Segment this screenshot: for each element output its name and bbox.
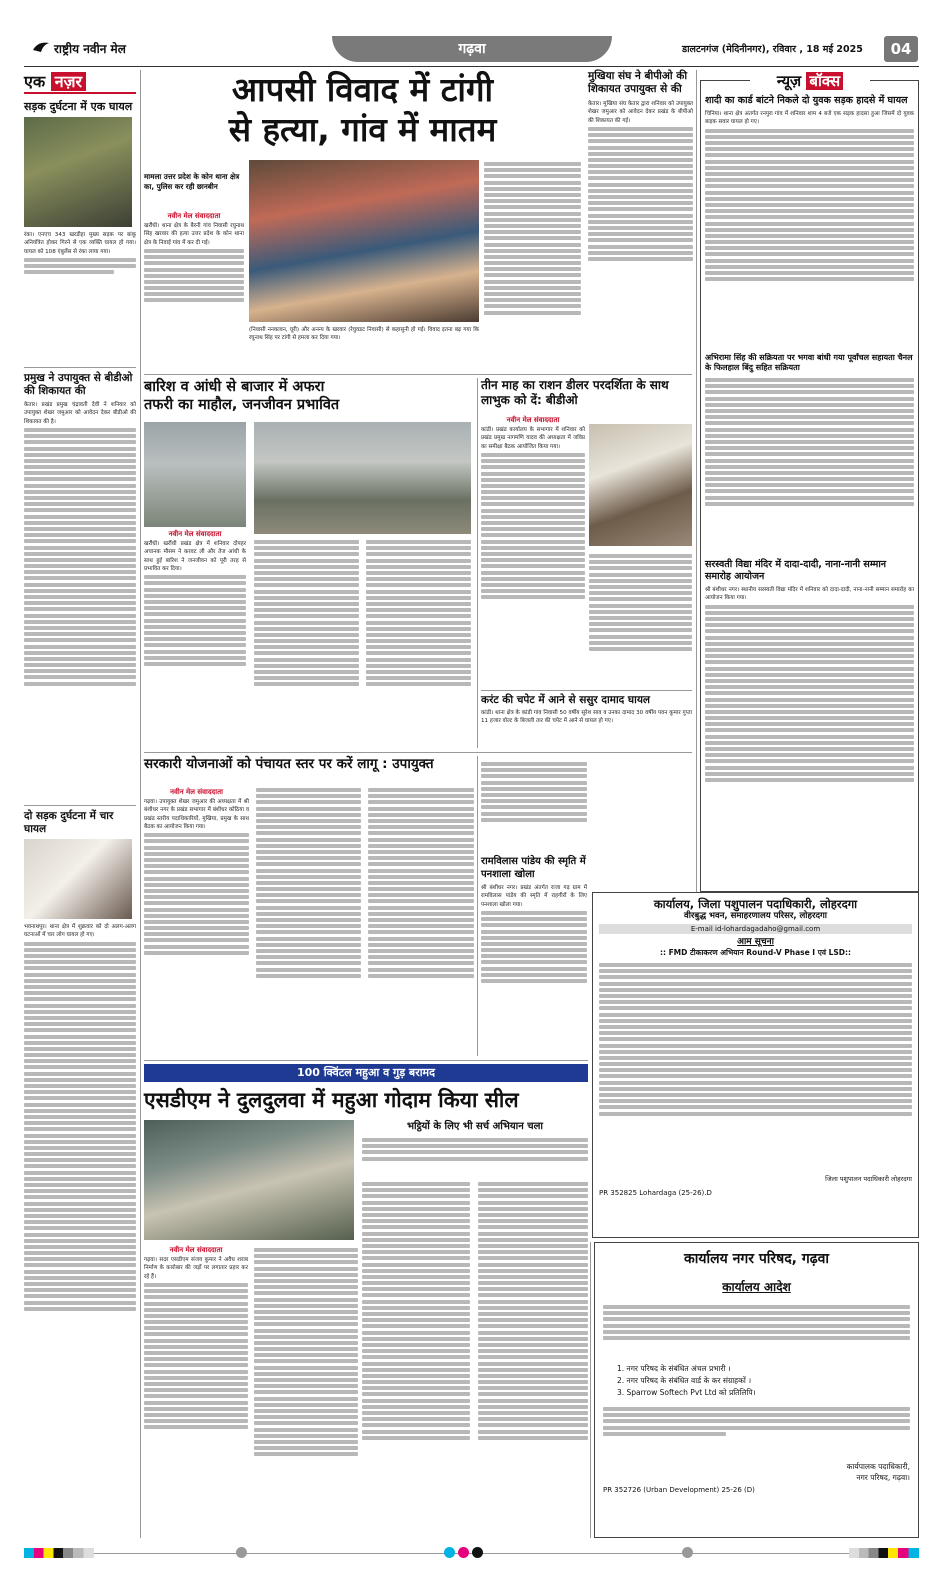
ek-nazar-title-part2: नज़र bbox=[51, 72, 86, 91]
brand-name: राष्ट्रीय नवीन मेल bbox=[54, 42, 126, 56]
nagar-parishad-pr-number: PR 352726 (Urban Development) 25-26 (D) bbox=[603, 1486, 755, 1494]
lead-photo-caption bbox=[249, 326, 479, 370]
news-box-text-lead: चिनिया। थाना क्षेत्र अंतर्गत रनपुरा गांव में शनिवार शाम 4 बजे एक सड़क हादसा हुआ जिसमें दो युवक बाइक सवार घायल हो गए। bbox=[705, 111, 914, 126]
ramvilas-headline: रामविलास पांडेय की स्मृति में पनशाला खोला bbox=[481, 856, 586, 880]
news-box bbox=[700, 72, 919, 892]
mahua-text-col4 bbox=[478, 1180, 588, 1538]
registration-mark-icon bbox=[444, 1547, 455, 1558]
pashupalan-signature: जिला पशुपालन पदाधिकारी लोहरदगा bbox=[825, 1175, 912, 1183]
yojana-text-col3 bbox=[368, 786, 474, 1056]
pashupalan-notice-title: आम सूचना bbox=[737, 937, 774, 947]
lead-text-col3 bbox=[484, 160, 581, 372]
brand-logo-icon bbox=[32, 39, 50, 53]
news-box-headline: शादी का कार्ड बांटने निकले दो युवक सड़क हादसे में घायल bbox=[705, 95, 908, 106]
mahua-text-lead: गढ़वा। सदर एसडीएम संजय कुमार ने अवैध शराब निर्माण के कारोबार की जड़ों पर लगातार प्रहार कर रहे हैं। bbox=[144, 1257, 248, 1280]
rain-text-col1 bbox=[144, 540, 246, 748]
ration-text-col2 bbox=[589, 552, 692, 686]
nagar-parishad-signature-1: कार्यपालक पदाधिकारी, bbox=[846, 1462, 910, 1471]
mahua-story bbox=[144, 1086, 588, 1538]
ration-headline: तीन माह का राशन डीलर परदर्शिता के साथ लाभुक को दें: बीडीओ bbox=[481, 378, 669, 407]
nagar-parishad-order-title: कार्यालय आदेश bbox=[722, 1280, 791, 1294]
injured-person-photo bbox=[24, 839, 132, 919]
lead-headline-line2: से हत्या, गांव में मातम bbox=[228, 110, 497, 149]
rain-road-photo bbox=[254, 422, 471, 534]
ek-nazar-title bbox=[24, 70, 136, 94]
news-box-title-part2: बॉक्स bbox=[806, 72, 843, 90]
nagar-parishad-body-2 bbox=[603, 1405, 910, 1461]
yojana-byline: नवीन मेल संवाददाता bbox=[170, 788, 223, 796]
news-box-text bbox=[705, 110, 914, 350]
rain-text-col2 bbox=[254, 538, 359, 748]
mukhiya-headline: मुखिया संघ ने बीपीओ की शिकायत उपायुक्त से की bbox=[588, 70, 688, 95]
lead-byline: नवीन मेल संवाददाता bbox=[167, 212, 221, 220]
rain-text-col3 bbox=[366, 538, 471, 748]
registration-mark-icon bbox=[682, 1547, 693, 1558]
mahua-subhead: भट्ठियों के लिए भी सर्च अभियान चला bbox=[406, 1121, 544, 1132]
footer-color-strip-left bbox=[24, 1548, 94, 1558]
mahua-text-col1 bbox=[144, 1256, 248, 1538]
mahua-text-col2 bbox=[254, 1246, 358, 1538]
ek-nazar-headline-1: सड़क दुर्घटना में एक घायल bbox=[24, 100, 133, 113]
pashupalan-body bbox=[599, 961, 912, 1173]
dateline: डालटनगंज (मेदिनीनगर), रविवार , 18 मई 2025 bbox=[682, 44, 863, 55]
masthead bbox=[24, 36, 919, 64]
yojana-text-col2 bbox=[256, 786, 361, 1056]
ek-nazar-text-1-lead: रंका। एनएच 343 खरडीहा मुख्य सड़क पर बांकू अनियंत्रित होकर गिरने से एक व्यक्ति घायल हो गया। घायल को 108 एंबुलेंस से रंका लाया गया। bbox=[24, 232, 136, 255]
nagar-parishad-ad bbox=[594, 1242, 919, 1538]
nagar-parishad-list-item-1: 1. नगर परिषद के संबंधित अंचल प्रभारी । bbox=[617, 1364, 731, 1373]
rain-storm-photo bbox=[144, 422, 246, 527]
mahua-text-col3 bbox=[362, 1180, 470, 1538]
mukhiya-story bbox=[588, 70, 693, 370]
pashupalan-email: E-mail id-lohardagadaho@gmail.com bbox=[599, 924, 912, 934]
ek-nazar-title-part1: एक bbox=[24, 72, 46, 91]
lead-kicker: मामला उत्तर प्रदेश के कोन थाना क्षेत्र का, पुलिस कर रही छानबीन bbox=[144, 172, 240, 191]
news-box-third-text-lead: श्री बंशीधर नगर। स्थानीय सरस्वती विद्या मंदिर में शनिवार को दादा-दादी, नाना-नानी सम्मान समारोह का आयोजन किया गया। bbox=[705, 587, 914, 602]
nagar-parishad-list bbox=[603, 1363, 910, 1399]
lead-text bbox=[144, 222, 244, 372]
registration-mark-icon bbox=[472, 1547, 483, 1558]
accident-photo-1 bbox=[24, 117, 132, 227]
mahua-intro bbox=[362, 1136, 588, 1176]
mahua-byline: नवीन मेल संवाददाता bbox=[169, 1246, 223, 1254]
ration-byline: नवीन मेल संवाददाता bbox=[506, 416, 560, 424]
news-box-title bbox=[750, 71, 870, 91]
pashupalan-ad bbox=[592, 892, 919, 1238]
footer-bar bbox=[24, 1546, 919, 1560]
section-title: गढ़वा bbox=[458, 41, 486, 57]
rain-headline-line2: तफरी का माहौल, जनजीवन प्रभावित bbox=[144, 397, 340, 413]
nagar-parishad-list-item-3: 3. Sparrow Softech Pvt Ltd को प्रतिलिपि। bbox=[617, 1388, 756, 1397]
ek-nazar-headline-2: प्रमुख ने उपायुक्त से बीडीओ की शिकायत की bbox=[24, 372, 133, 397]
ek-nazar-text-2 bbox=[24, 401, 136, 801]
ration-body bbox=[481, 416, 692, 686]
nagar-parishad-title: कार्यालय नगर परिषद, गढ़वा bbox=[683, 1251, 830, 1267]
yojana-text-col4 bbox=[481, 760, 587, 852]
ration-meeting-photo bbox=[589, 424, 692, 546]
news-box-second-text bbox=[705, 376, 914, 556]
nagar-parishad-body bbox=[603, 1303, 910, 1359]
rain-story bbox=[144, 378, 474, 748]
mahua-headline: एसडीएम ने दुलदुलवा में महुआ गोदाम किया सील bbox=[144, 1088, 519, 1112]
rain-headline-line1: बारिश व आंधी से बाजार में अफरा bbox=[144, 379, 325, 395]
pashupalan-notice-subtitle: :: FMD टीकाकरण अभियान Round-V Phase I एवं LSD:: bbox=[659, 948, 852, 957]
ek-nazar-headline-3: दो सड़क दुर्घटना में चार घायल bbox=[24, 810, 114, 835]
karant-text-lead: कांडी। थाना क्षेत्र के कांडी गांव निवासी 50 वर्षीय सुरेश साव व उनका दामाद 30 वर्षीय पवन कुमार गुप्ता 11 हजार वोल्ट के बिजली तार की चपेट में आने से घायल हो गए। bbox=[481, 710, 692, 725]
mahua-banner bbox=[144, 1064, 588, 1082]
pashupalan-pr-number: PR 352825 Lohardaga (25-26).D bbox=[599, 1189, 712, 1197]
karant-text bbox=[481, 709, 692, 749]
page-number: 04 bbox=[884, 36, 918, 62]
yojana-headline: सरकारी योजनाओं को पंचायत स्तर पर करें लागू : उपायुक्त bbox=[144, 756, 434, 772]
ek-nazar-text-3 bbox=[24, 923, 136, 1483]
mahua-seized-photo bbox=[144, 1120, 354, 1240]
karant-story bbox=[481, 694, 692, 752]
nagar-parishad-signature-2: नगर परिषद, गढ़वा। bbox=[856, 1473, 910, 1482]
ration-text-col1 bbox=[481, 426, 585, 686]
nagar-parishad-list-item-2: 2. नगर परिषद के संबंधित वार्ड के कर संग्राहकों । bbox=[617, 1376, 752, 1385]
mukhiya-text-lead: केतार। मुखिया संघ केतार द्वारा शनिवार को उपायुक्त शेखर जमुआर को आवेदन देकर प्रखंड के बीपीओ की शिकायत की गई। bbox=[588, 101, 693, 124]
lead-story bbox=[144, 70, 581, 370]
ramvilas-text bbox=[481, 884, 587, 1054]
ramvilas-story bbox=[481, 856, 587, 1056]
news-box-third-headline: सरस्वती विद्या मंदिर में दादा-दादी, नाना-नानी सम्मान समारोह आयोजन bbox=[705, 559, 887, 582]
footer-color-strip-right bbox=[849, 1548, 919, 1558]
ration-text-lead: कांडी। प्रखंड कार्यालय के सभागार में शनिवार को प्रखंड प्रमुख नागमणि यादव की अध्यक्षता में जविप्र का समीक्षा बैठक आयोजित किया गया। bbox=[481, 427, 585, 450]
ek-nazar-text-3-lead: भवनाथपुर। थाना क्षेत्र में शुक्रवार को दो अलग-अलग घटनाओं में चार लोग घायल हो गए। bbox=[24, 924, 136, 939]
rain-byline: नवीन मेल संवाददाता bbox=[168, 530, 222, 538]
news-box-third-text bbox=[705, 586, 914, 848]
section-tab bbox=[332, 36, 612, 62]
ek-nazar-column bbox=[24, 70, 136, 1538]
mahua-banner-text: 100 क्विंटल महुआ व गुड़ बरामद bbox=[297, 1066, 435, 1079]
yojana-text-lead: गढ़वा। उपायुक्त शेखर जमुआर की अध्यक्षता में श्री बंशीधर नगर के प्रखंड सभागार में बंशीधर कोठिया व प्रखंड स्तरीय पदाधिकारियों, मुखिया, प्रमुख के साथ बैठक का आयोजन किया गया। bbox=[144, 799, 249, 830]
registration-mark-icon bbox=[458, 1547, 469, 1558]
lead-headline-line1: आपसी विवाद में टांगी bbox=[231, 70, 494, 109]
yojana-text-col1 bbox=[144, 798, 249, 1056]
yojana-story bbox=[144, 756, 474, 1056]
news-box-second-headline: अभिरामा सिंह की सक्रियता पर भगवा बांधी गया पूर्वांचल सहायता चैनल के फिलहाल बिंदु सहित सक्रियता bbox=[705, 353, 913, 372]
ek-nazar-text-2-lead: केतार। प्रखंड प्रमुख चंद्रावती देवी ने शनिवार को उपायुक्त शेखर जमुआर को आवेदन देकर बीडीओ की शिकायत की है। bbox=[24, 402, 136, 425]
pashupalan-title-1: कार्यालय, जिला पशुपालन पदाधिकारी, लोहरदगा bbox=[653, 897, 858, 911]
ramvilas-text-lead: श्री बंशीधर नगर। प्रखंड अंतर्गत राजा गढ़ ग्राम में रामविलास पांडेय की स्मृति में राहगीरों के लिए पनशाला खोला गया। bbox=[481, 885, 587, 908]
ek-nazar-text-1 bbox=[24, 231, 136, 363]
rain-text-lead: खरौंधी। खरौंधी प्रखंड क्षेत्र में शनिवार दोपहर अचानक मौसम ने करवट ली और तेज आंधी के साथ हुई बारिश ने जनजीवन को पूरी तरह से प्रभावित कर दिया। bbox=[144, 541, 246, 572]
lead-photo-caption-text: (निवासी ननकावन, घूरी) और अनन्य के खरवार (रेघुवडट निवासी) से कहासुनी हो गई। विवाद इतना बढ़ गया कि रघुनाथ सिंह पर टांगी से हमला कर दिया गया। bbox=[249, 327, 479, 342]
mourning-family-photo bbox=[249, 160, 479, 322]
pashupalan-title-2: वीरबुद्ध भवन, समाहरणालय परिसर, लोहरदगा bbox=[683, 911, 827, 921]
news-box-title-part1: न्यूज़ bbox=[776, 72, 802, 90]
lead-text-lead: खरौंधी। थाना क्षेत्र के बैरनी गांव निवासी रघुनाथ सिंह खरवार की हत्या उत्तर प्रदेश के कोन थाना क्षेत्र के निवाई गांव में कर दी गई। bbox=[144, 223, 244, 246]
mukhiya-text bbox=[588, 100, 693, 350]
karant-headline: करंट की चपेट में आने से ससुर दामाद घायल bbox=[481, 694, 651, 706]
registration-mark-icon bbox=[236, 1547, 247, 1558]
